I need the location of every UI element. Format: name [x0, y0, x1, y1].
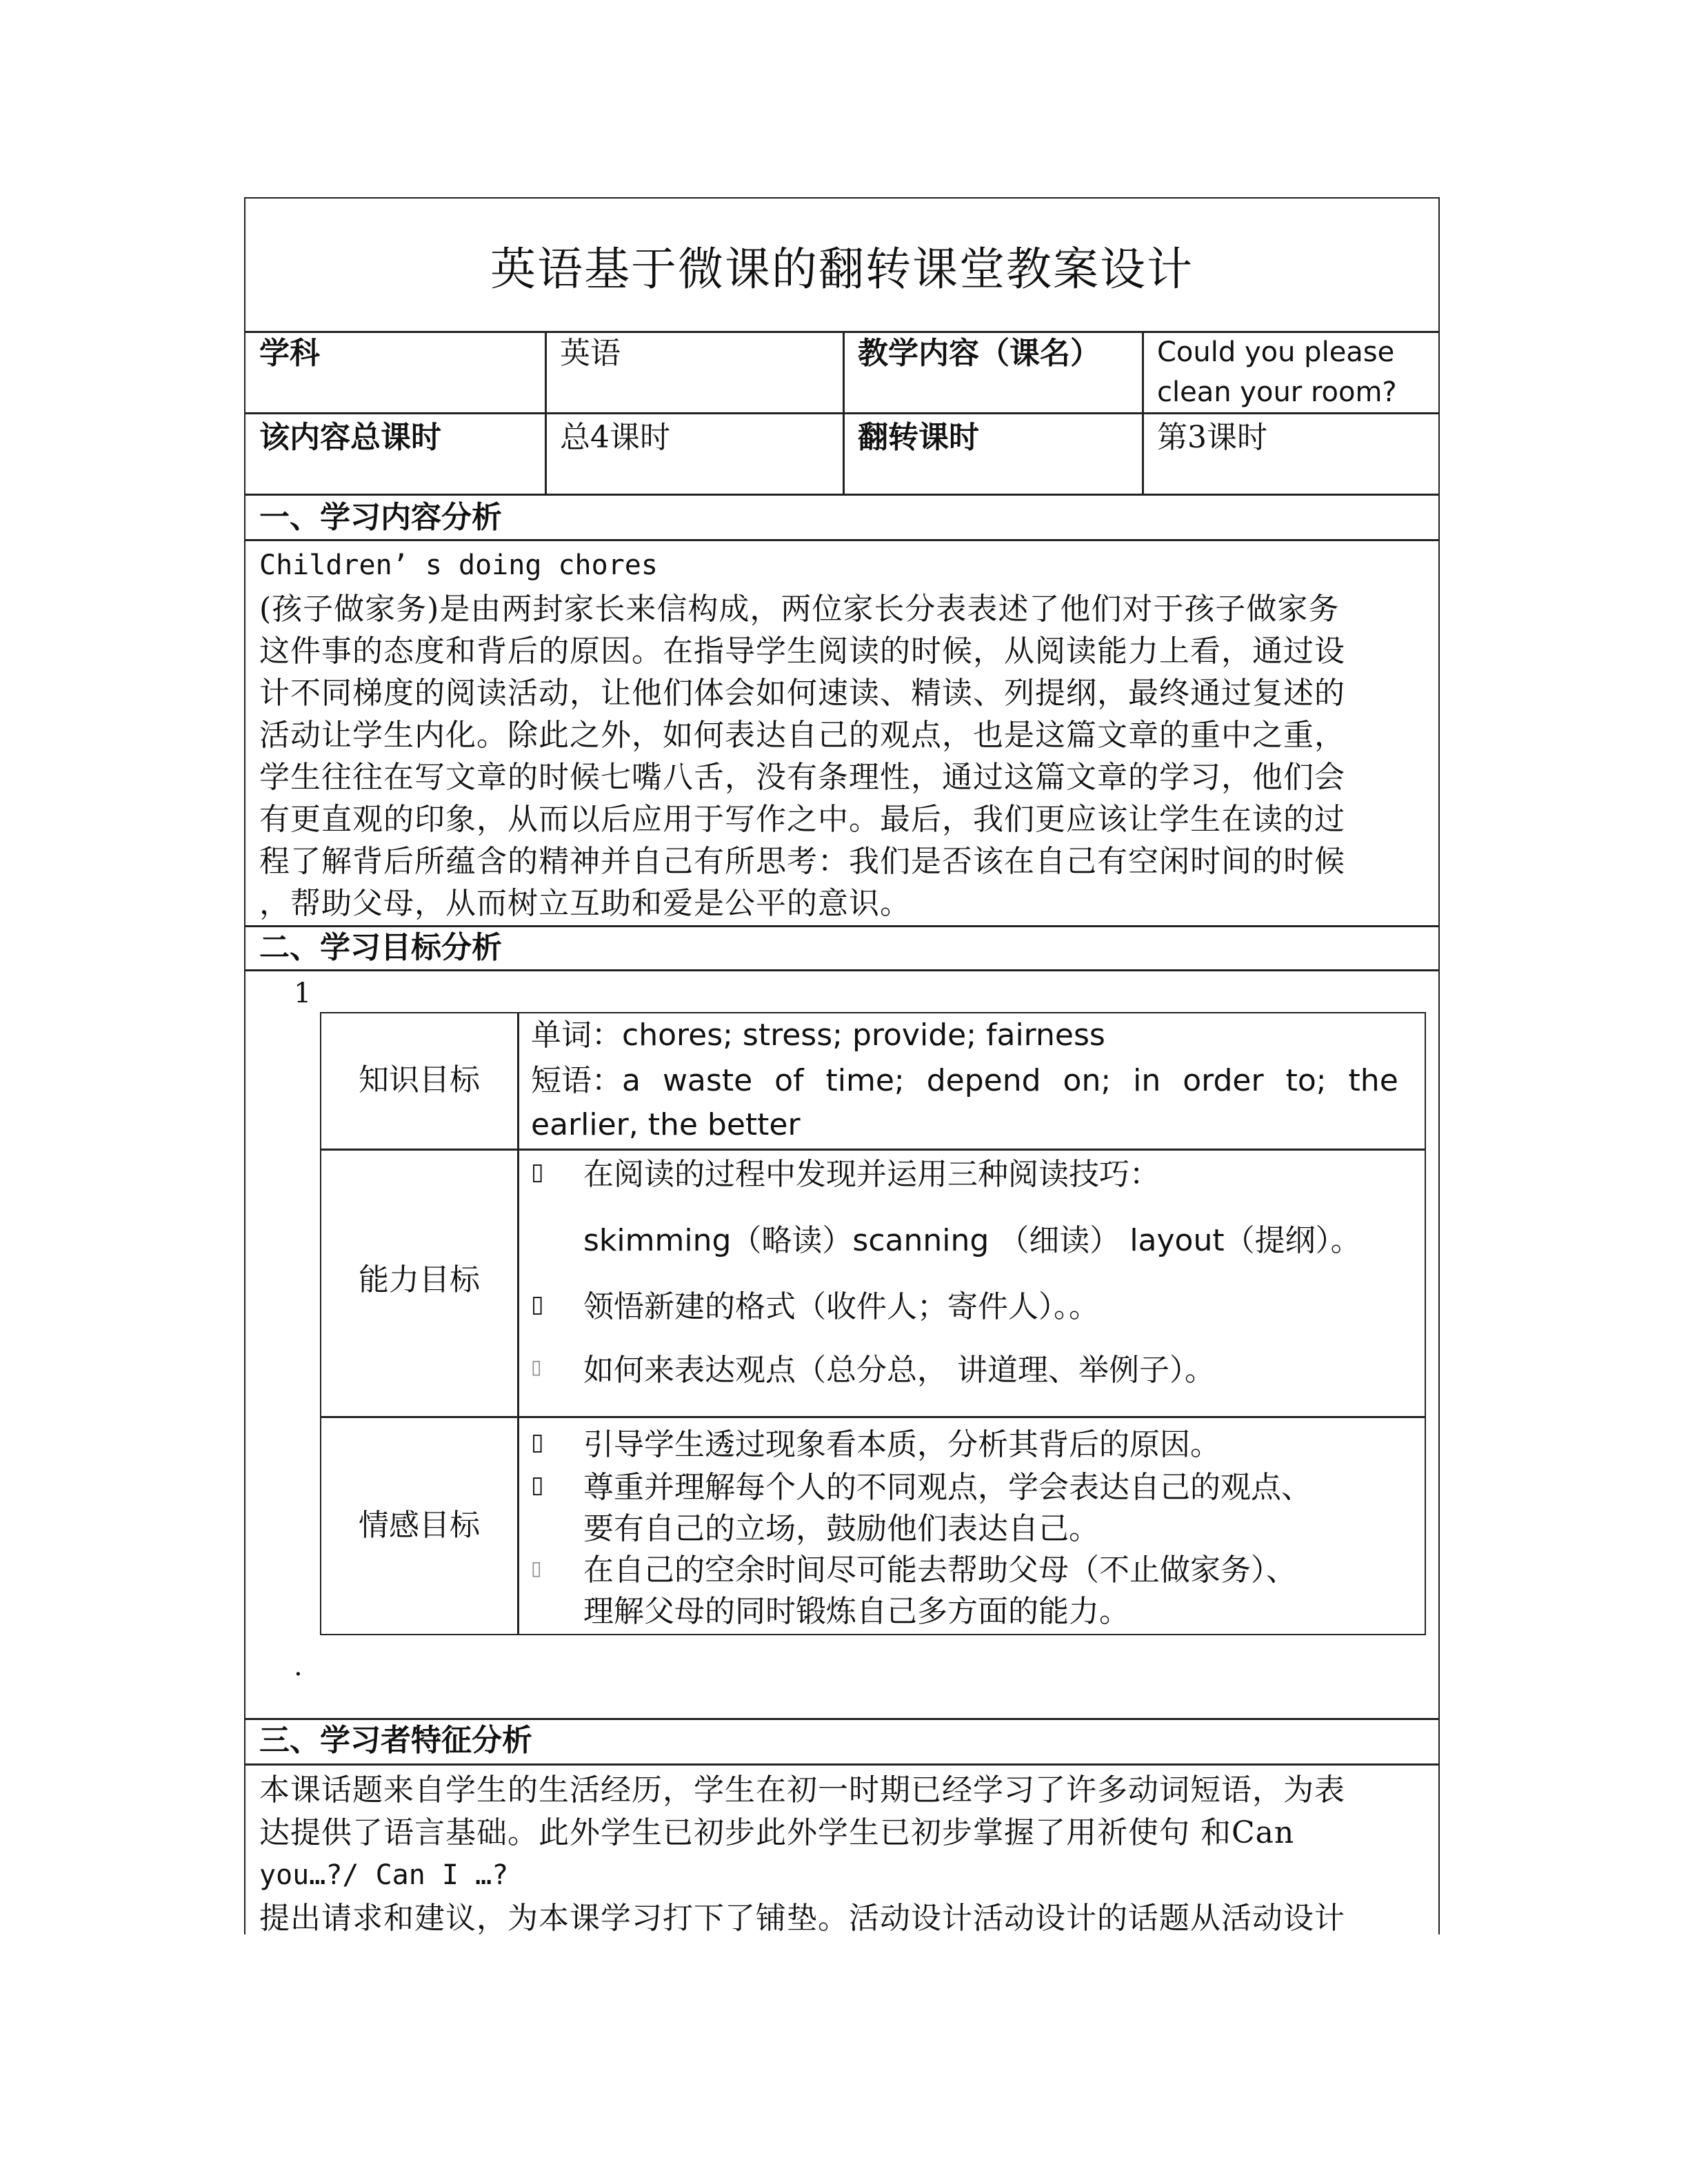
subject-value: 英语: [560, 336, 621, 371]
section2-heading: 二、学习目标分析: [259, 930, 502, 965]
subject-label: 学科: [259, 336, 320, 371]
bullet-icon: ▯: [531, 1428, 544, 1456]
emotion-goal-label: 情感目标: [359, 1508, 480, 1543]
bullet-icon: ▯: [531, 1355, 542, 1378]
section1-line: 程了解背后所蕴含的精神并自己有所思考：我们是否该在自己有空闲时间的时候: [259, 844, 1345, 879]
bullet-icon: ▯: [531, 1291, 544, 1318]
section1-line: 活动让学生内化。除此之外，如何表达自己的观点，也是这篇文章的重中之重，: [259, 718, 1345, 753]
bullet-icon: ▯: [531, 1471, 544, 1499]
section3-line: 达提供了语言基础。此外学生已初步此外学生已初步掌握了用祈使句 和Can: [259, 1815, 1295, 1850]
section1-line: ，帮助父母，从而树立互助和爱是公平的意识。: [259, 886, 911, 921]
vocab-line: 单词：chores; stress; provide; fairness: [531, 1018, 1105, 1053]
content-value-line2: clean your room?: [1157, 376, 1397, 408]
bullet-icon: ▯: [531, 1557, 542, 1579]
emotion-item2-line2: 要有自己的立场，鼓励他们表达自己。: [583, 1511, 1099, 1546]
goal-number: 1: [294, 978, 312, 1009]
section1-line: 有更直观的印象，从而以后应用于写作之中。最后，我们更应该让学生在读的过: [259, 802, 1345, 837]
emotion-item3-line1: 在自己的空余时间尽可能去帮助父母（不止做家务）、: [583, 1553, 1296, 1588]
section1-line: 这件事的态度和背后的原因。在指导学生阅读的时候，从阅读能力上看，通过设: [259, 634, 1345, 669]
section3-line: 本课话题来自学生的生活经历，学生在初一时期已经学习了许多动词短语，为表: [259, 1772, 1345, 1808]
ability-item2: 领悟新建的格式（收件人；寄件人）。。: [583, 1289, 1099, 1324]
emotion-item3-line2: 理解父母的同时锻炼自己多方面的能力。: [583, 1594, 1129, 1629]
goal-dot: .: [294, 1650, 303, 1682]
content-label: 教学内容（课名）: [858, 336, 1101, 371]
flip-hours-value: 第3课时: [1157, 420, 1267, 455]
ability-item1: 在阅读的过程中发现并运用三种阅读技巧：: [583, 1157, 1160, 1192]
emotion-item1: 引导学生透过现象看本质，分析其背后的原因。: [583, 1427, 1220, 1462]
flip-hours-label: 翻转课时: [858, 420, 979, 455]
section3-heading: 三、学习者特征分析: [259, 1723, 532, 1758]
section3-line: 提出请求和建议，为本课学习打下了铺垫。活动设计活动设计的话题从活动设计: [259, 1901, 1345, 1936]
goals-table: [320, 1012, 1426, 1635]
ability-item1-sub: skimming（略读）scanning （细读） layout（提纲）。: [583, 1223, 1361, 1258]
section1-line: 计不同梯度的阅读活动，让他们体会如何速读、精读、列提纲，最终通过复述的: [259, 676, 1345, 711]
section1-line: (孩子做家务)是由两封家长来信构成，两位家长分表表述了他们对于孩子做家务: [259, 592, 1340, 627]
section1-line: 学生往往在写文章的时候七嘴八舌，没有条理性，通过这篇文章的学习，他们会: [259, 760, 1345, 795]
total-hours-label: 该内容总课时: [259, 420, 441, 455]
phrase-line1: 短语：a waste of time; depend on; in order to; the: [531, 1063, 1398, 1098]
phrase-line2: earlier, the better: [531, 1107, 801, 1142]
ability-item3: 如何来表达观点（总分总， 讲道理、举例子）。: [583, 1353, 1215, 1388]
section1-heading: 一、学习内容分析: [259, 500, 502, 535]
total-hours-value: 总4课时: [560, 420, 670, 455]
bullet-icon: ▯: [531, 1158, 544, 1186]
emotion-item2-line1: 尊重并理解每个人的不同观点，学会表达自己的观点、: [583, 1470, 1312, 1505]
section3-line-en: you…?/ Can I …?: [259, 1859, 509, 1891]
document-title: 英语基于微课的翻转课堂教案设计: [490, 242, 1194, 296]
ability-goal-label: 能力目标: [359, 1262, 480, 1297]
section1-text-en: Children’ s doing chores: [259, 549, 658, 581]
knowledge-goal-label: 知识目标: [359, 1062, 480, 1098]
content-value-line1: Could you please: [1157, 336, 1395, 368]
